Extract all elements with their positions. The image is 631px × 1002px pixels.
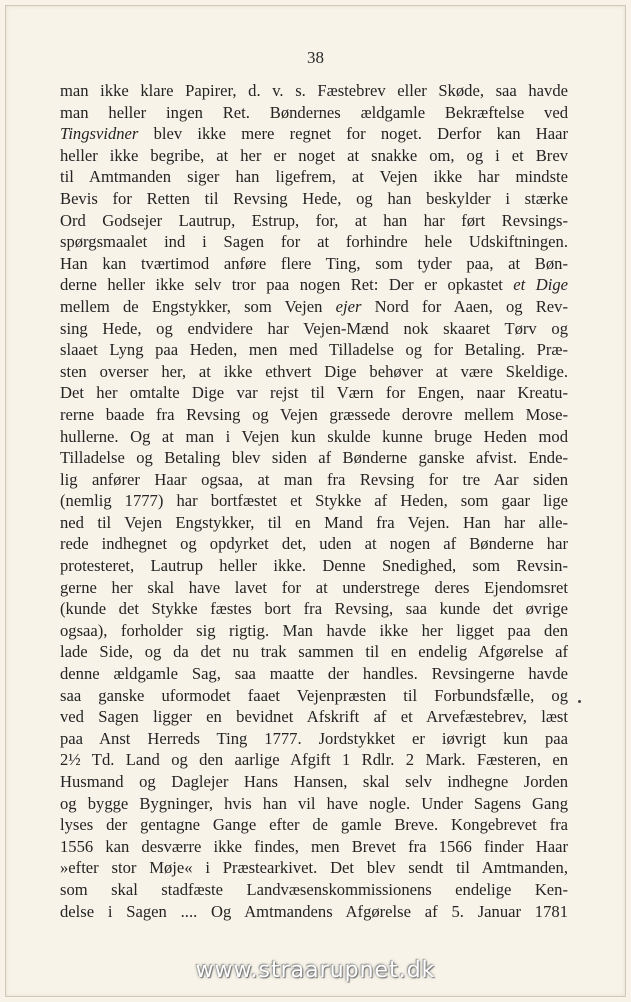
page-number: 38 <box>307 48 324 67</box>
text-segment: ned til Vejen Engstykker, til en Mand fra Vejen. Han har alle- <box>60 512 568 532</box>
text-segment: Nord for Aaen, og Rev- <box>361 296 568 316</box>
text-segment: mellem de Engstykker, som Vejen <box>60 296 336 316</box>
text-line <box>60 577 568 599</box>
margin-speck <box>578 700 581 703</box>
text-segment: lig anfører Haar ogsaa, at man fra Revsing for tre Aar siden <box>60 469 568 489</box>
text-segment: rerne baade fra Revsing og Vejen græssede derovre mellem Mose- <box>60 404 568 424</box>
text-segment: Det her omtalte Dige var rejst til Værn for Engen, naar Kreatu- <box>60 383 568 403</box>
text-line <box>60 166 568 188</box>
text-line <box>60 123 568 145</box>
text-segment: »efter stor Møje« i Præstearkivet. Det blev sendt til Amtmanden, <box>60 858 568 878</box>
text-segment: denne ældgamle Sag, saa maatte der handles. Revsingerne havde <box>60 664 568 684</box>
text-segment: heller ikke begribe, at her er noget at snakke om, og i et Brev <box>60 145 568 165</box>
text-line <box>60 857 568 879</box>
text-segment: Tilladelse og Betaling blev siden af Bønderne ganske afvist. Ende- <box>60 448 568 468</box>
text-line <box>60 382 568 404</box>
text-line <box>60 426 568 448</box>
text-line <box>60 598 568 620</box>
text-line <box>60 447 568 469</box>
text-segment: (kunde det Stykke fæstes bort fra Revsing, saa kunde det øvrige <box>60 599 568 619</box>
text-line <box>60 210 568 232</box>
text-segment: Bevis for Retten til Revsing Hede, og han beskylder i stærke <box>60 188 568 208</box>
text-segment: protesteret, Lautrup heller ikke. Denne Snedighed, som Revsin- <box>60 556 568 576</box>
text-line <box>60 901 568 923</box>
text-line <box>60 188 568 210</box>
text-segment: og bygge Bygninger, hvis han vil have nogle. Under Sagens Gang <box>60 793 568 813</box>
text-segment: til Amtmanden siger han ligefrem, at Vejen ikke har mindste <box>60 167 568 187</box>
text-line <box>60 274 568 296</box>
text-line <box>60 771 568 793</box>
body-text <box>60 80 568 922</box>
text-segment: Husmand og Daglejer Hans Hansen, skal selv indhegne Jorden <box>60 772 568 791</box>
text-segment: ogsaa), forholder sig rigtig. Man havde ikke her ligget paa den <box>60 620 568 640</box>
text-segment: spørgsmaalet ind i Sagen for at forhindre hele Udskiftningen. <box>60 232 568 252</box>
text-line <box>60 361 568 383</box>
text-segment: 2½ Td. Land og den aarlige Afgift 1 Rdlr. 2 Mark. Fæsteren, en <box>60 750 568 770</box>
text-segment: man ikke klare Papirer, d. v. s. Fæstebrev eller Skøde, saa havde <box>60 81 568 100</box>
text-line <box>60 404 568 426</box>
text-line <box>60 253 568 275</box>
text-segment: derne heller ikke selv tror paa nogen Ret: Der er opkastet <box>60 275 514 295</box>
text-segment: sing Hede, og endvidere har Vejen-Mænd nok skaaret Tørv og <box>60 318 568 338</box>
text-line <box>60 814 568 836</box>
text-line <box>60 879 568 901</box>
text-segment: (nemlig 1777) har bortfæstet et Stykke af Heden, som gaar lige <box>60 491 568 511</box>
text-segment: lade Side, og da det nu trak sammen til en endelig Afgørelse af <box>60 642 568 662</box>
text-segment: 1556 kan desværre ikke findes, men Brevet fra 1566 finder Haar <box>60 836 568 856</box>
text-line <box>60 231 568 253</box>
text-segment: hullerne. Og at man i Vejen kun skulde kunne bruge Heden mod <box>60 426 568 446</box>
text-segment: ved Sagen ligger en bevidnet Afskrift af et Arvefæstebrev, læst <box>60 707 568 727</box>
text-segment: delse i Sagen .... Og Amtmandens Afgørelse af 5. Januar 1781 <box>60 901 568 921</box>
text-line <box>60 706 568 728</box>
text-line <box>60 80 568 102</box>
text-line <box>60 533 568 555</box>
text-segment: sten overser her, at ikke ethvert Dige behøver at være Skeldige. <box>60 361 568 381</box>
text-line <box>60 836 568 858</box>
italic-text: Tingsvidner <box>60 124 139 144</box>
text-line <box>60 296 568 318</box>
watermark-text: www.straarupnet.dk <box>195 958 436 983</box>
text-segment: slaaet Lyng paa Heden, men med Tilladelse og for Betaling. Præ- <box>60 340 568 360</box>
italic-text: et Dige <box>513 275 568 295</box>
text-line <box>60 620 568 642</box>
text-line <box>60 318 568 340</box>
text-line <box>60 793 568 815</box>
text-segment: man heller ingen Ret. Bøndernes ældgamle Bekræftelse ved <box>60 102 568 122</box>
text-segment: Han kan tværtimod anføre flere Ting, som tyder paa, at Bøn- <box>60 253 568 273</box>
text-line <box>60 728 568 750</box>
text-line <box>60 339 568 361</box>
text-line <box>60 469 568 491</box>
text-line <box>60 102 568 124</box>
text-segment: paa Anst Herreds Ting 1777. Jordstykket er iøvrigt kun paa <box>60 728 568 748</box>
text-line <box>60 145 568 167</box>
text-line <box>60 749 568 771</box>
text-line <box>60 641 568 663</box>
text-line <box>60 663 568 685</box>
text-segment: gerne her skal have lavet for at understrege deres Ejendomsret <box>60 577 568 597</box>
text-segment: Ord Godsejer Lautrup, Estrup, for, at han har ført Revsings- <box>60 210 568 230</box>
text-line <box>60 685 568 707</box>
text-segment: rede indhegnet og opdyrket det, uden at nogen af Bønderne har <box>60 534 568 554</box>
italic-text: ejer <box>335 296 362 316</box>
text-segment: lyses der gentagne Gange efter de gamle Breve. Kongebrevet fra <box>60 815 568 835</box>
text-segment: som skal stadfæste Landvæsenskommissionens endelige Ken- <box>60 879 568 899</box>
text-line <box>60 555 568 577</box>
text-segment: saa ganske uformodet faaet Vejenpræsten til Forbundsfælle, og <box>60 685 568 705</box>
text-line <box>60 512 568 534</box>
text-segment: blev ikke mere regnet for noget. Derfor kan Haar <box>138 124 568 144</box>
text-line <box>60 490 568 512</box>
